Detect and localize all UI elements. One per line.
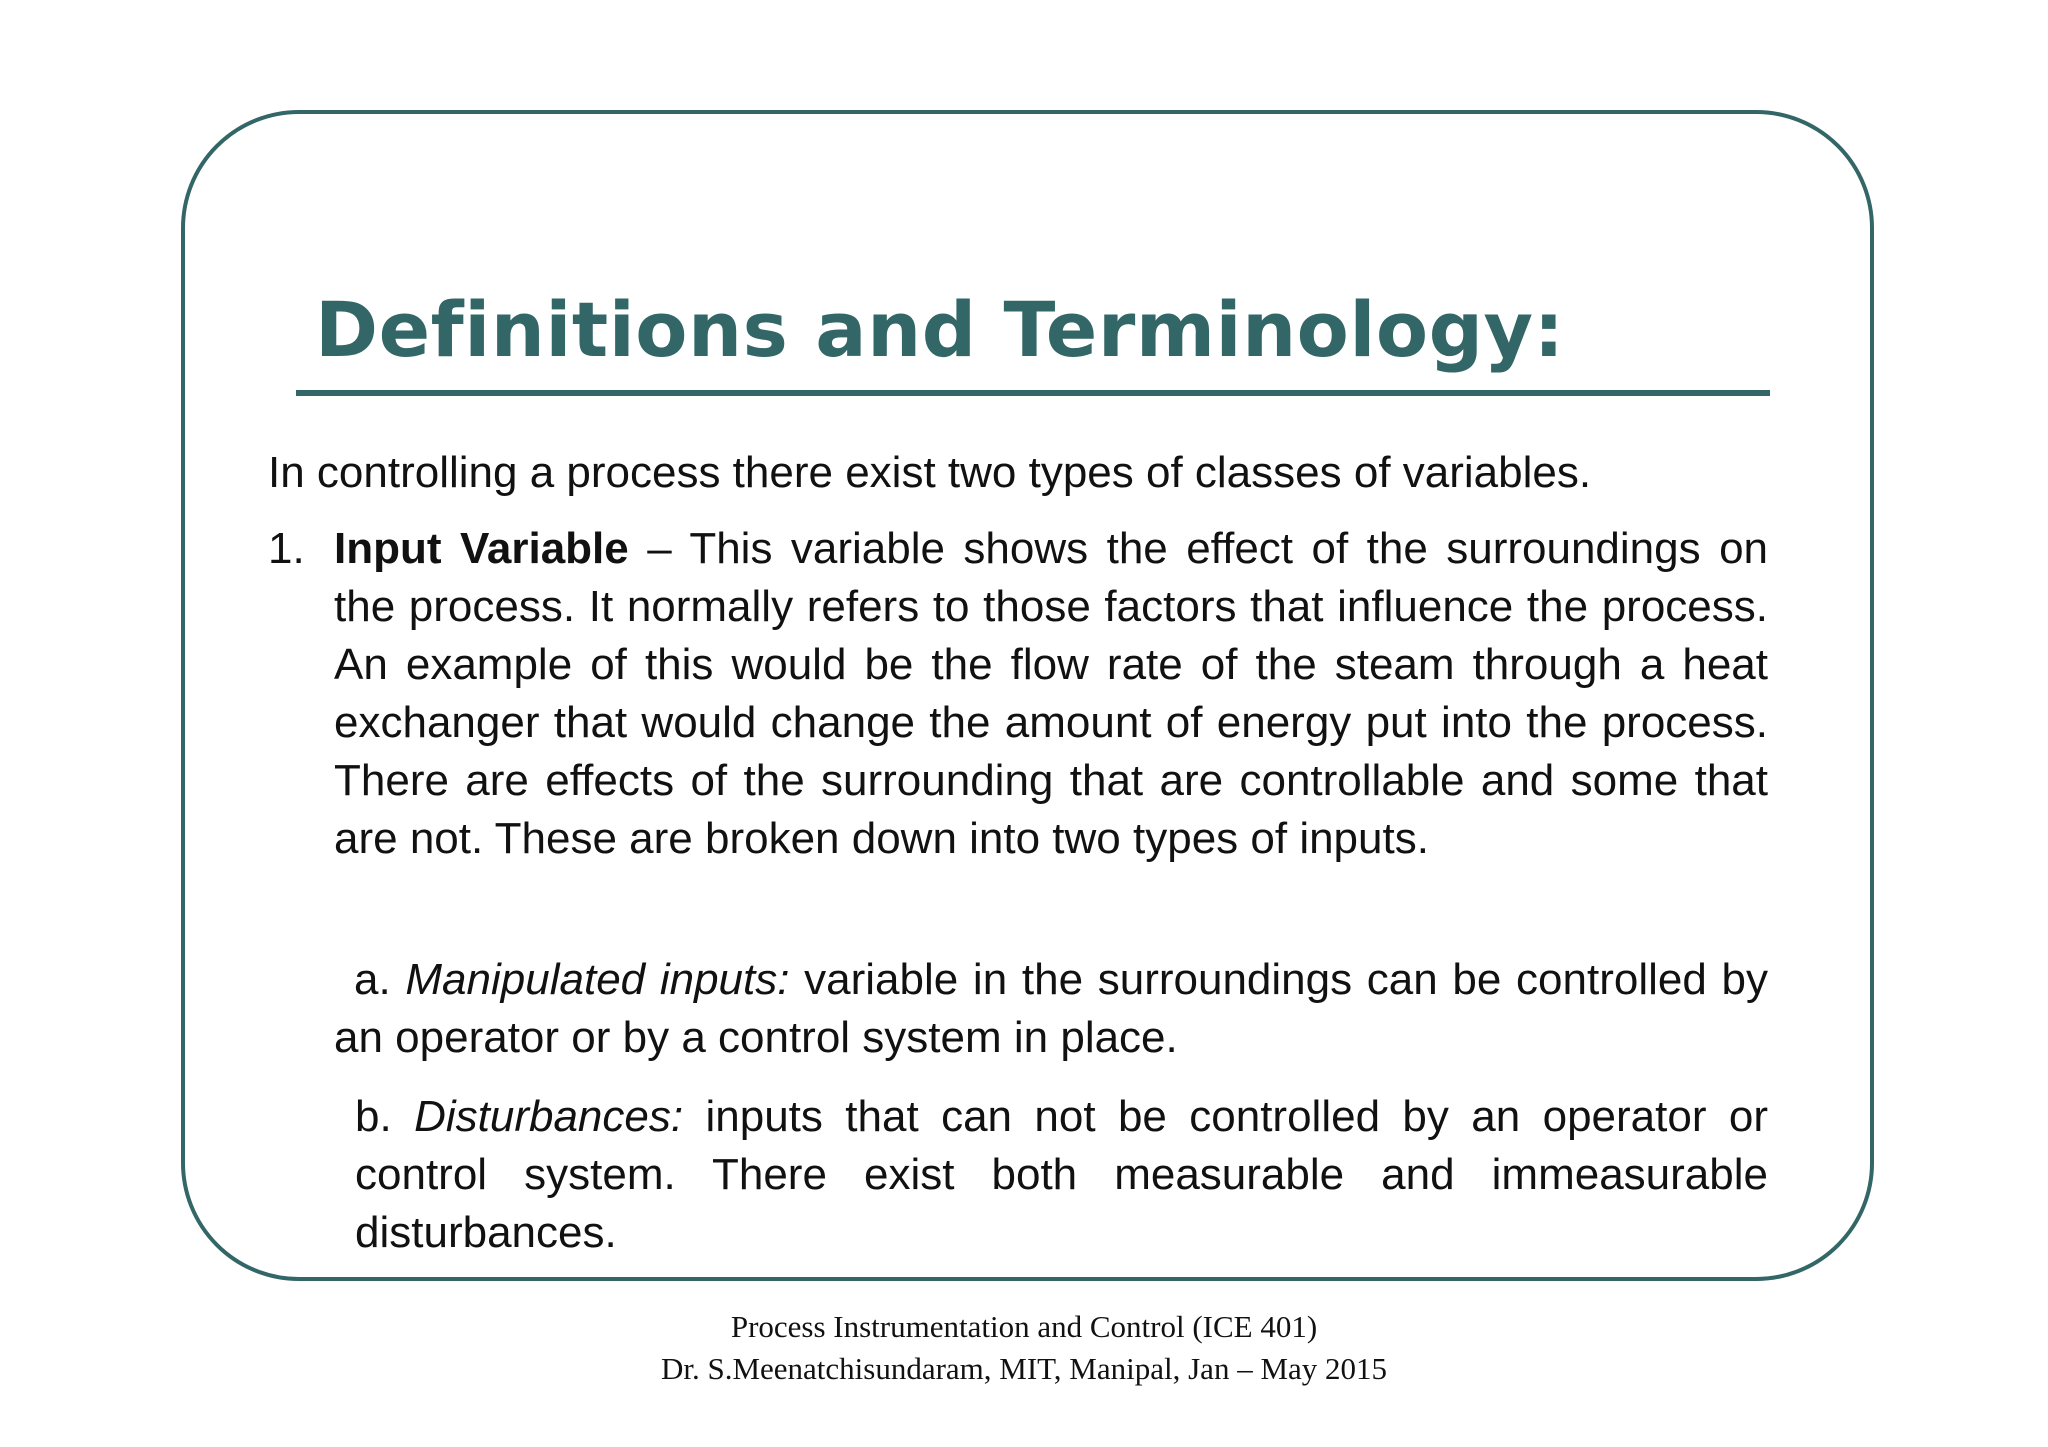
- sub-item-manipulated-inputs: [334, 951, 1768, 1067]
- footer-course: Process Instrumentation and Control (ICE 401): [730, 1309, 1318, 1344]
- title-underline: [296, 390, 1770, 396]
- term-disturbances: Disturbances:: [414, 1092, 684, 1141]
- slide-title: Definitions and Terminology:: [315, 285, 1565, 374]
- list-item-input-variable: [268, 520, 1768, 868]
- sub-item-letter-b: b.: [355, 1092, 392, 1141]
- list-item-paragraph: [334, 520, 1768, 868]
- term-manipulated-inputs: Manipulated inputs:: [405, 955, 790, 1004]
- term-input-variable: Input Variable: [334, 524, 629, 573]
- sub-item-letter-a: a.: [354, 955, 391, 1004]
- disturbances-description: inputs that can not be controlled by an operator or control system. There exist both measurable and immeasurable disturbances.: [355, 1092, 1768, 1257]
- sub-item-disturbances: [355, 1088, 1768, 1262]
- footer-author: Dr. S.Meenatchisundaram, MIT, Manipal, Jan – May 2015: [660, 1351, 1388, 1386]
- manipulated-inputs-description: variable in the surroundings can be controlled by an operator or by a control system in place.: [334, 955, 1768, 1062]
- intro-text: In controlling a process there exist two types of classes of variables.: [268, 448, 1592, 497]
- input-variable-description: – This variable shows the effect of the surroundings on the process. It normally refers to those factors that influence the process. An example of this would be the flow rate of the steam through a heat exchanger that would change the amount of energy put into the process. There are effects of the surrounding that are controllable and some that are not. These are broken down into two types of inputs.: [334, 524, 1769, 863]
- list-item-number: 1.: [268, 524, 305, 573]
